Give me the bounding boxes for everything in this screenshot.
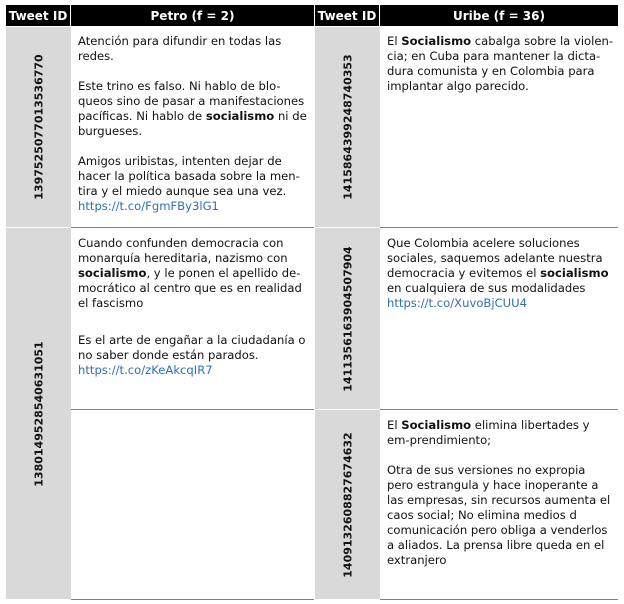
keyword-highlight: Socialismo [401,34,472,48]
petro-id-column [6,5,71,599]
tweet-paragraph: Amigos uribistas, intenten dejar de hacer la política basada sobre la men-tira y el miedo aunque sea una vez. [78,154,300,198]
tweet-text-cell [71,26,314,228]
tweet-link[interactable]: https://t.co/zKeAkcqIR7 [78,363,213,377]
tweet-id: 1409132608827674632 [341,431,354,578]
petro-text-column [71,5,314,600]
tweet-text-cell [380,26,618,228]
keyword-highlight: socialismo [205,109,275,123]
tweet-id-header: Tweet ID [315,5,380,26]
tweet-id: 1397525077013536770 [32,54,45,200]
uribe-header: Uribe (f = 36) [380,5,618,26]
tweet-text-cell [71,228,314,410]
tweet-id-cell [315,26,380,227]
petro-header: Petro (f = 2) [71,5,314,26]
tweet-text-cell [380,410,618,600]
tweet-id-cell [315,409,380,599]
tweet-text-cell [380,228,618,410]
tweet-paragraph: Es el arte de engañar a la ciudadanía o no saber donde están parados. [78,333,306,362]
tweet-id-cell [315,227,380,409]
tweet-id: 1411356163904507904 [341,245,354,392]
tweet-id: 1415864399248740353 [341,54,354,200]
tweet-paragraph: Cuando confunden democracia con monarquía hereditaria, nazismo con socialismo, y le ponen el apellido de-mocrático al centro que es en realidad el fascismo [78,236,302,310]
tweet-paragraph: Este trino es falso. Ni hablo de blo-queos sino de pasar a manifestaciones pacíficas. Ni hablo de socialismo ni de burgueses. [78,79,307,138]
tweet-id: 1380149528540631051 [32,340,45,487]
empty-cell [71,410,314,600]
tweet-link[interactable]: https://t.co/XuvoBjCUU4 [387,296,528,310]
tweet-id-cell [6,26,71,227]
tweet-id-header: Tweet ID [6,5,71,26]
tweet-link[interactable]: https://t.co/FgmFBy3lG1 [78,199,219,213]
tweet-paragraph: Otra de sus versiones no expropia pero estrangula y hace inoperante a las empresas, sin recursos aumenta el caos social; No elimina medios d comunicación pero obliga a venderlos a aliados. La prensa libre queda en el extranjero [387,463,611,567]
uribe-id-column [315,5,380,599]
keyword-highlight: Socialismo [401,418,472,432]
tweet-paragraph: Que Colombia acelere soluciones sociales, saquemos adelante nuestra democracia y evitemos el socialismo en cualquiera de sus modalidades [387,236,609,295]
tweet-paragraph: Atención para difundir en todas las redes. [78,34,282,63]
tweet-paragraph: El Socialismo elimina libertades y em-prendimiento; [387,418,590,447]
uribe-text-column [380,5,618,600]
keyword-highlight: socialismo [540,266,609,280]
keyword-highlight: socialismo [78,266,147,280]
tweet-paragraph: El Socialismo cabalga sobre la violen-cia; en Cuba para mantener la dicta-dura comunista y en Colombia para implantar algo parecido. [387,34,614,93]
tweet-id-cell [6,227,71,599]
